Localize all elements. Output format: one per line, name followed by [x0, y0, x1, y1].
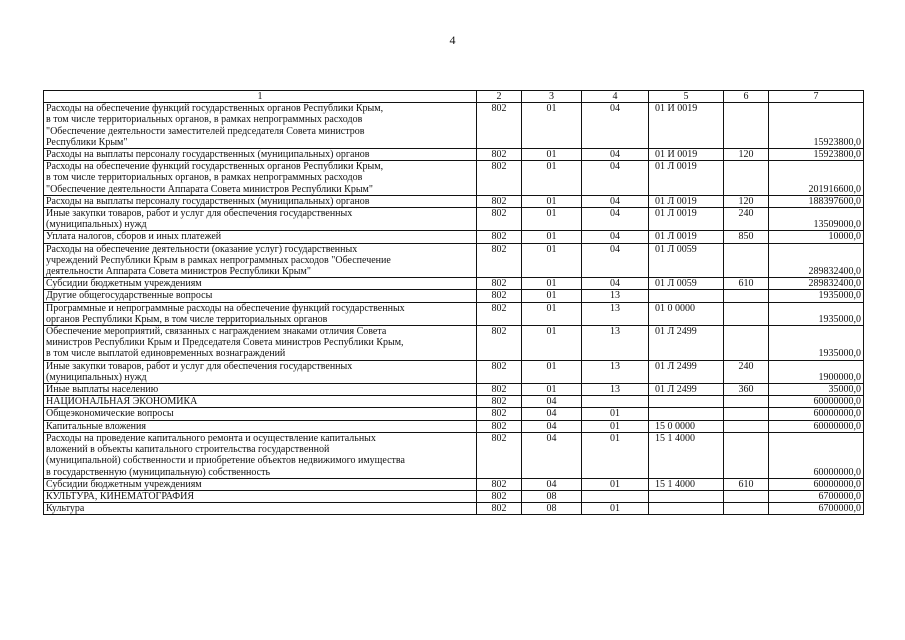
cell-subsection-code: 01	[582, 408, 649, 420]
cell-target-article	[649, 396, 724, 408]
cell-amount: 60000000,0	[769, 478, 864, 490]
cell-section-code: 04	[522, 432, 582, 478]
cell-subsection-code: 04	[582, 243, 649, 278]
cell-amount: 15923800,0	[769, 103, 864, 149]
cell-amount: 6700000,0	[769, 490, 864, 502]
cell-description: Программные и непрограммные расходы на обеспечение функций государственных органов Республики Крым, в том числе территориальных органов	[44, 302, 477, 325]
cell-description: Иные выплаты населению	[44, 384, 477, 396]
cell-description: Расходы на выплаты персоналу государственных (муниципальных) органов	[44, 149, 477, 161]
cell-target-article: 15 1 4000	[649, 478, 724, 490]
cell-subsection-code: 01	[582, 503, 649, 515]
cell-ministry-code: 802	[477, 396, 522, 408]
cell-subsection-code: 04	[582, 103, 649, 149]
cell-amount: 1900000,0	[769, 360, 864, 383]
cell-subsection-code: 04	[582, 208, 649, 231]
cell-description: Расходы на обеспечение деятельности (оказание услуг) государственных учреждений Республики Крым в рамках непрограммных расходов "Обеспечение деятельности Аппарата Совета министров Республики Крым"	[44, 243, 477, 278]
cell-subsection-code	[582, 396, 649, 408]
cell-description: КУЛЬТУРА, КИНЕМАТОГРАФИЯ	[44, 490, 477, 502]
cell-amount: 35000,0	[769, 384, 864, 396]
budget-table-body	[44, 91, 864, 515]
cell-description: Общеэкономические вопросы	[44, 408, 477, 420]
cell-description: Субсидии бюджетным учреждениям	[44, 278, 477, 290]
table-row	[44, 408, 864, 420]
cell-amount: 60000000,0	[769, 396, 864, 408]
cell-subsection-code: 13	[582, 360, 649, 383]
header-cell-7: 7	[769, 91, 864, 103]
cell-ministry-code: 802	[477, 231, 522, 243]
cell-target-article: 15 0 0000	[649, 420, 724, 432]
table-row	[44, 243, 864, 278]
cell-subsection-code: 13	[582, 384, 649, 396]
cell-ministry-code: 802	[477, 326, 522, 361]
cell-description: Расходы на выплаты персоналу государственных (муниципальных) органов	[44, 195, 477, 207]
cell-description: Другие общегосударственные вопросы	[44, 290, 477, 302]
cell-amount: 201916600,0	[769, 161, 864, 196]
cell-ministry-code: 802	[477, 161, 522, 196]
cell-target-article	[649, 408, 724, 420]
cell-ministry-code: 802	[477, 278, 522, 290]
cell-section-code: 01	[522, 195, 582, 207]
cell-amount: 188397600,0	[769, 195, 864, 207]
cell-amount: 289832400,0	[769, 243, 864, 278]
cell-amount: 1935000,0	[769, 290, 864, 302]
cell-amount: 13509000,0	[769, 208, 864, 231]
cell-expense-type: 610	[724, 478, 769, 490]
cell-expense-type: 120	[724, 195, 769, 207]
cell-section-code: 01	[522, 103, 582, 149]
table-row	[44, 503, 864, 515]
cell-subsection-code: 04	[582, 195, 649, 207]
cell-amount: 15923800,0	[769, 149, 864, 161]
cell-description: Расходы на обеспечение функций государственных органов Республики Крым, в том числе территориальных органов, в рамках непрограммных расходов "Обеспечение деятельности заместителей председателя Совета министров Республики Крым"	[44, 103, 477, 149]
cell-ministry-code: 802	[477, 360, 522, 383]
cell-ministry-code: 802	[477, 432, 522, 478]
table-row	[44, 278, 864, 290]
table-row	[44, 195, 864, 207]
cell-expense-type	[724, 490, 769, 502]
cell-subsection-code: 13	[582, 290, 649, 302]
cell-expense-type: 360	[724, 384, 769, 396]
cell-ministry-code: 802	[477, 149, 522, 161]
table-row	[44, 302, 864, 325]
cell-section-code: 01	[522, 302, 582, 325]
cell-expense-type	[724, 396, 769, 408]
table-row	[44, 490, 864, 502]
cell-subsection-code: 04	[582, 149, 649, 161]
cell-expense-type	[724, 161, 769, 196]
cell-target-article: 01 Л 0019	[649, 195, 724, 207]
cell-expense-type	[724, 420, 769, 432]
cell-section-code: 04	[522, 396, 582, 408]
cell-target-article: 01 0 0000	[649, 302, 724, 325]
cell-subsection-code: 01	[582, 432, 649, 478]
cell-target-article: 01 Л 2499	[649, 384, 724, 396]
cell-ministry-code: 802	[477, 420, 522, 432]
cell-description: НАЦИОНАЛЬНАЯ ЭКОНОМИКА	[44, 396, 477, 408]
cell-target-article: 01 Л 0059	[649, 278, 724, 290]
cell-expense-type	[724, 302, 769, 325]
budget-table	[43, 90, 864, 515]
cell-subsection-code: 01	[582, 478, 649, 490]
table-row	[44, 149, 864, 161]
cell-expense-type	[724, 290, 769, 302]
cell-expense-type: 240	[724, 360, 769, 383]
cell-expense-type	[724, 408, 769, 420]
table-row	[44, 420, 864, 432]
cell-ministry-code: 802	[477, 208, 522, 231]
cell-section-code: 01	[522, 278, 582, 290]
cell-subsection-code: 13	[582, 326, 649, 361]
table-row	[44, 231, 864, 243]
cell-expense-type: 240	[724, 208, 769, 231]
cell-target-article: 15 1 4000	[649, 432, 724, 478]
cell-target-article: 01 Л 2499	[649, 326, 724, 361]
cell-description: Уплата налогов, сборов и иных платежей	[44, 231, 477, 243]
cell-target-article: 01 Л 0059	[649, 243, 724, 278]
cell-target-article	[649, 503, 724, 515]
cell-ministry-code: 802	[477, 290, 522, 302]
table-row	[44, 290, 864, 302]
table-row	[44, 432, 864, 478]
cell-section-code: 04	[522, 420, 582, 432]
cell-amount: 1935000,0	[769, 302, 864, 325]
cell-amount: 289832400,0	[769, 278, 864, 290]
cell-target-article: 01 Л 0019	[649, 231, 724, 243]
cell-ministry-code: 802	[477, 408, 522, 420]
cell-amount: 10000,0	[769, 231, 864, 243]
table-row	[44, 478, 864, 490]
cell-ministry-code: 802	[477, 384, 522, 396]
cell-target-article: 01 Л 2499	[649, 360, 724, 383]
table-row	[44, 161, 864, 196]
table-row	[44, 396, 864, 408]
cell-expense-type: 120	[724, 149, 769, 161]
cell-expense-type: 850	[724, 231, 769, 243]
table-row	[44, 208, 864, 231]
cell-amount: 60000000,0	[769, 432, 864, 478]
cell-description: Расходы на обеспечение функций государственных органов Республики Крым, в том числе территориальных органов, в рамках непрограммных расходов "Обеспечение деятельности Аппарата Совета министров Республики Крым"	[44, 161, 477, 196]
cell-expense-type	[724, 243, 769, 278]
cell-section-code: 04	[522, 408, 582, 420]
cell-section-code: 01	[522, 149, 582, 161]
cell-subsection-code: 01	[582, 420, 649, 432]
cell-ministry-code: 802	[477, 490, 522, 502]
cell-expense-type	[724, 103, 769, 149]
cell-section-code: 01	[522, 384, 582, 396]
table-row	[44, 360, 864, 383]
cell-description: Иные закупки товаров, работ и услуг для обеспечения государственных (муниципальных) нужд	[44, 208, 477, 231]
cell-description: Культура	[44, 503, 477, 515]
cell-description: Субсидии бюджетным учреждениям	[44, 478, 477, 490]
table-row	[44, 103, 864, 149]
header-cell-5: 5	[649, 91, 724, 103]
cell-description: Иные закупки товаров, работ и услуг для обеспечения государственных (муниципальных) нужд	[44, 360, 477, 383]
cell-ministry-code: 802	[477, 243, 522, 278]
header-cell-6: 6	[724, 91, 769, 103]
cell-target-article: 01 Л 0019	[649, 161, 724, 196]
cell-amount: 1935000,0	[769, 326, 864, 361]
cell-subsection-code: 04	[582, 231, 649, 243]
cell-section-code: 01	[522, 360, 582, 383]
cell-section-code: 01	[522, 326, 582, 361]
cell-ministry-code: 802	[477, 195, 522, 207]
table-header-row	[44, 91, 864, 103]
cell-target-article	[649, 490, 724, 502]
cell-ministry-code: 802	[477, 503, 522, 515]
page-number: 4	[449, 33, 456, 47]
cell-target-article: 01 И 0019	[649, 103, 724, 149]
cell-section-code: 08	[522, 503, 582, 515]
cell-section-code: 01	[522, 290, 582, 302]
cell-section-code: 01	[522, 243, 582, 278]
header-cell-3: 3	[522, 91, 582, 103]
header-cell-1: 1	[44, 91, 477, 103]
cell-expense-type	[724, 326, 769, 361]
cell-section-code: 01	[522, 161, 582, 196]
cell-ministry-code: 802	[477, 478, 522, 490]
cell-description: Капитальные вложения	[44, 420, 477, 432]
cell-ministry-code: 802	[477, 302, 522, 325]
cell-target-article: 01 Л 0019	[649, 208, 724, 231]
cell-expense-type	[724, 432, 769, 478]
cell-expense-type: 610	[724, 278, 769, 290]
cell-amount: 6700000,0	[769, 503, 864, 515]
cell-description: Обеспечение мероприятий, связанных с награждением знаками отличия Совета министров Республики Крым и Председателя Совета министров Республики Крым, в том числе выплатой единовременных вознаграждений	[44, 326, 477, 361]
cell-subsection-code: 04	[582, 161, 649, 196]
cell-section-code: 01	[522, 231, 582, 243]
cell-description: Расходы на проведение капитального ремонта и осуществление капитальных вложений в объекты капитального строительства государственной (муниципальной) собственности и приобретение объектов недвижимого имущества в государственную (муниципальную) собственность	[44, 432, 477, 478]
header-cell-4: 4	[582, 91, 649, 103]
cell-amount: 60000000,0	[769, 420, 864, 432]
cell-section-code: 04	[522, 478, 582, 490]
cell-subsection-code	[582, 490, 649, 502]
cell-target-article: 01 И 0019	[649, 149, 724, 161]
header-cell-2: 2	[477, 91, 522, 103]
cell-amount: 60000000,0	[769, 408, 864, 420]
table-row	[44, 326, 864, 361]
table-row	[44, 384, 864, 396]
cell-expense-type	[724, 503, 769, 515]
cell-section-code: 08	[522, 490, 582, 502]
cell-ministry-code: 802	[477, 103, 522, 149]
cell-subsection-code: 13	[582, 302, 649, 325]
cell-section-code: 01	[522, 208, 582, 231]
cell-target-article	[649, 290, 724, 302]
cell-subsection-code: 04	[582, 278, 649, 290]
